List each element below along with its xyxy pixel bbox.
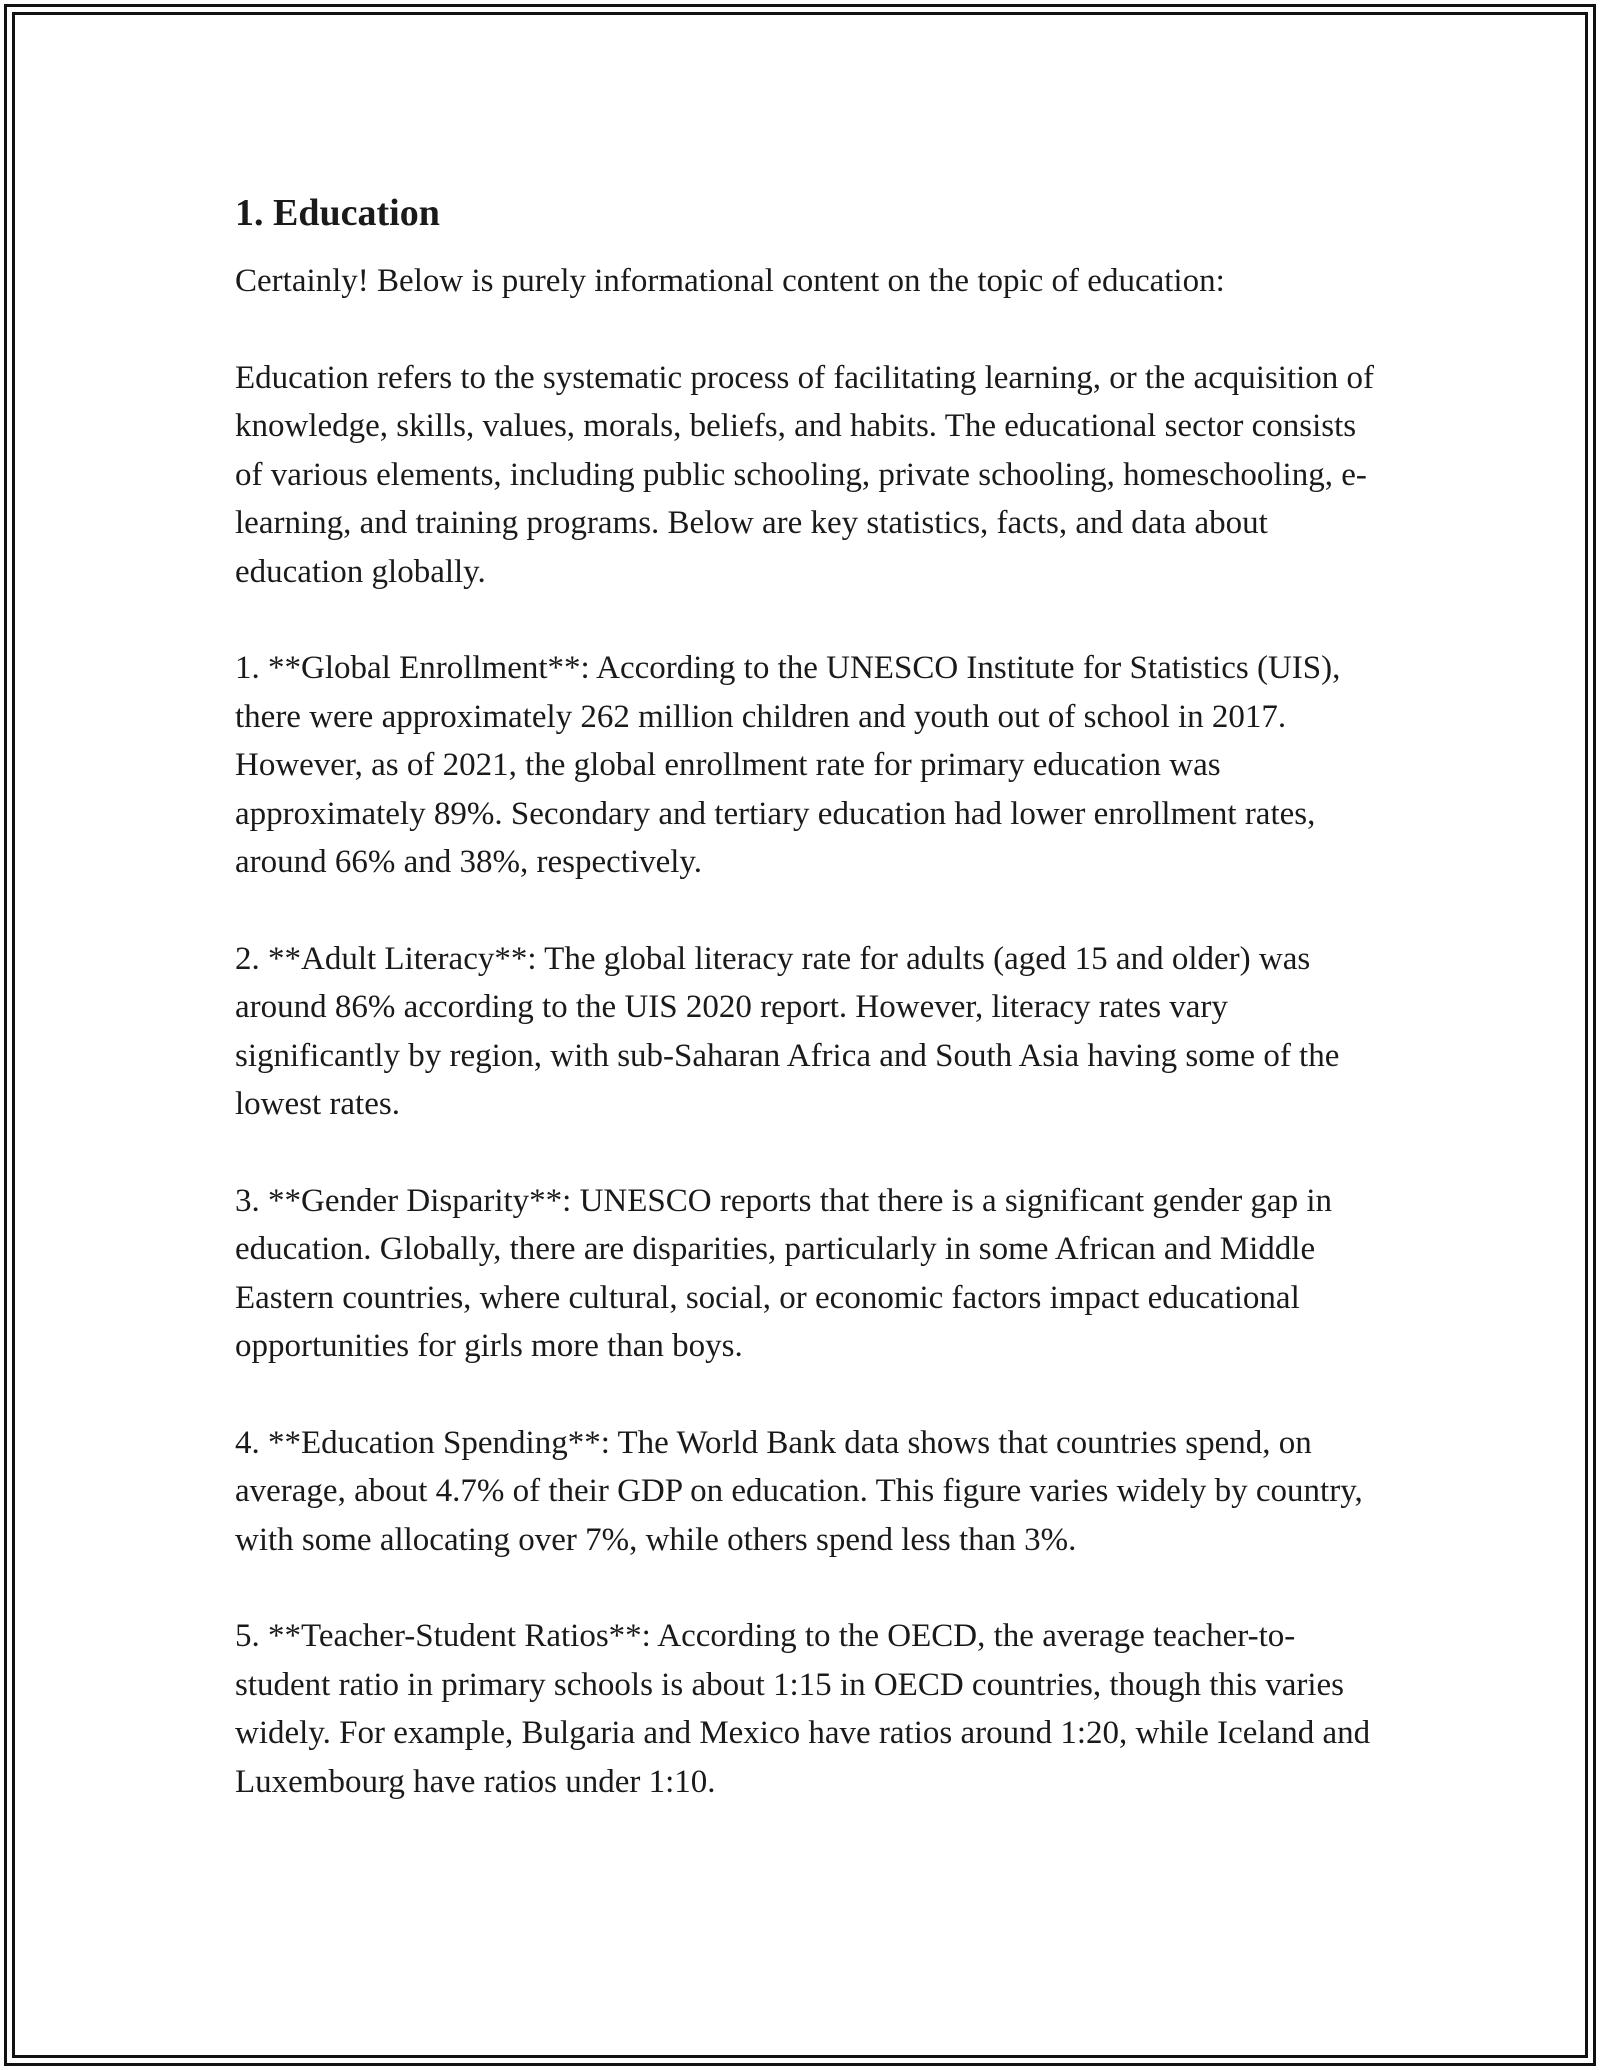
paragraph-global-enrollment: 1. **Global Enrollment**: According to the UNESCO Institute for Statistics (UIS), there were approximately 262 million children and youth out of school in 2017. However, as of 2021, the global enrollment rate for primary education was approximately 89%. Secondary and tertiary education had lower enrollment rates, around 66% and 38%, respectively. bbox=[235, 650, 1341, 880]
intro-line: Certainly! Below is purely informational content on the topic of education: bbox=[235, 263, 1225, 299]
paragraph-teacher-student-ratios: 5. **Teacher-Student Ratios**: According to the OECD, the average teacher-to-student ratio in primary schools is about 1:15 in OECD countries, though this varies widely. For example, Bulgaria and Mexico have ratios around 1:20, while Iceland and Luxembourg have ratios under 1:10. bbox=[235, 1618, 1371, 1800]
paragraph-education-spending: 4. **Education Spending**: The World Bank data shows that countries spend, on average, about 4.7% of their GDP on education. This figure varies widely by country, with some allocating over 7%, while others spend less than 3%. bbox=[235, 1424, 1363, 1558]
paragraph-overview: Education refers to the systematic process of facilitating learning, or the acquisition of knowledge, skills, values, morals, beliefs, and habits. The educational sector consists of various elements, including public schooling, private schooling, homeschooling, e-learning, and training programs. Below are key statistics, facts, and data about education globally. bbox=[235, 359, 1375, 590]
paragraph-adult-literacy: 2. **Adult Literacy**: The global literacy rate for adults (aged 15 and older) was around 86% according to the UIS 2020 report. However, literacy rates vary significantly by region, with sub-Saharan Africa and South Asia having some of the lowest rates. bbox=[235, 940, 1340, 1122]
document-body bbox=[235, 185, 1375, 1806]
section-heading: 1. Education bbox=[235, 192, 440, 234]
paragraph-gender-disparity: 3. **Gender Disparity**: UNESCO reports that there is a significant gender gap in education. Globally, there are disparities, particularly in some African and Middle Eastern countries, where cultural, social, or economic factors impact educational opportunities for girls more than boys. bbox=[235, 1182, 1332, 1364]
